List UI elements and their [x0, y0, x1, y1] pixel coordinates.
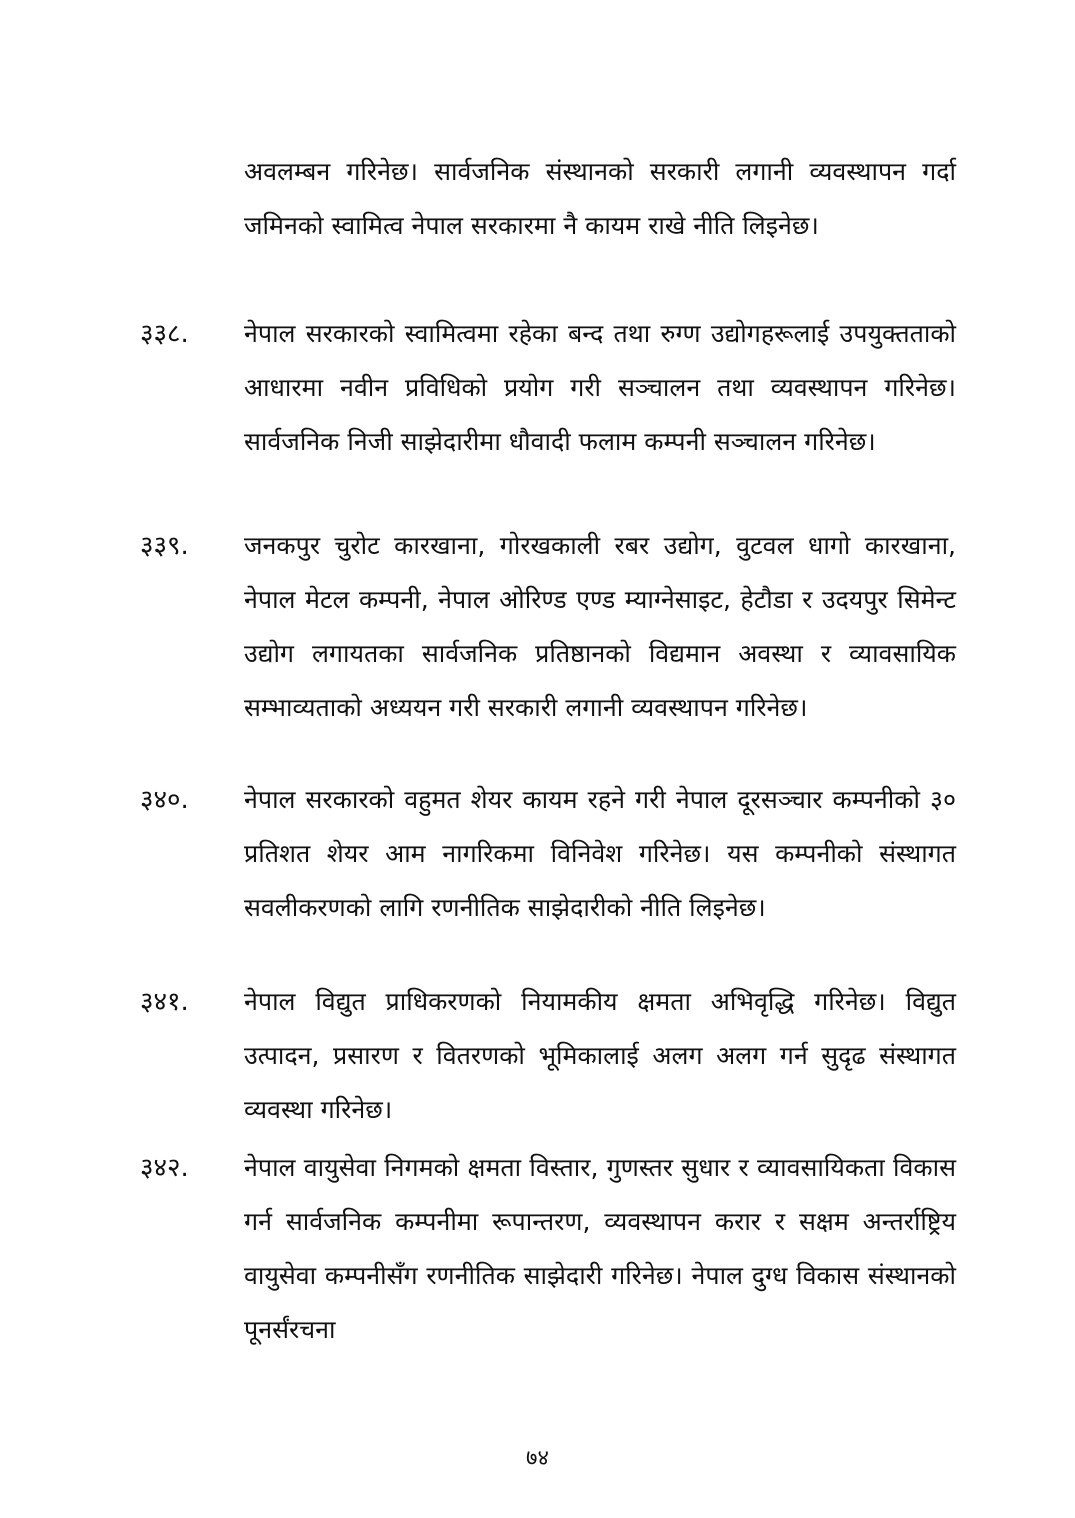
paragraph-text: नेपाल सरकारको वहुमत शेयर कायम रहने गरी नेपाल दूरसञ्चार कम्पनीको ३० प्रतिशत शेयर आम नागरिकमा विनिवेश गरिनेछ। यस कम्पनीको संस्थागत सवलीकरणको लागि रणनीतिक साझेदारीको नीति लिइनेछ। [244, 785, 956, 922]
paragraph-number: ३४१. [140, 987, 189, 1017]
paragraph-text: जनकपुर चुरोट कारखाना, गोरखकाली रबर उद्योग, वुटवल धागो कारखाना, नेपाल मेटल कम्पनी, नेपाल ओरिण्ड एण्ड म्याग्नेसाइट, हेटौडा र उदयपुर सिमेन्ट उद्योग लगायतका सार्वजनिक प्रतिष्ठानको विद्यमान अवस्था र व्यावसायिक सम्भाव्यताको अध्ययन गरी सरकारी लगानी व्यवस्थापन गरिनेछ। [244, 531, 956, 722]
paragraph-text: नेपाल वायुसेवा निगमको क्षमता विस्तार, गुणस्तर सुधार र व्यावसायिकता विकास गर्न सार्वजनिक कम्पनीमा रूपान्तरण, व्यवस्थापन करार र सक्षम अन्तर्राष्ट्रिय वायुसेवा कम्पनीसँग रणनीतिक साझेदारी गरिनेछ। नेपाल दुग्ध विकास संस्थानको पूनर्संरचना [244, 1153, 956, 1344]
paragraph-number: ३३८. [140, 319, 189, 349]
paragraph-number: ३४२. [140, 1153, 189, 1183]
paragraph-number: ३३९. [140, 531, 189, 561]
page-number: ७४ [526, 1446, 549, 1471]
paragraph-number: ३४०. [140, 785, 189, 815]
paragraph-text: नेपाल सरकारको स्वामित्वमा रहेका बन्द तथा रुग्ण उद्योगहरूलाई उपयुक्तताको आधारमा नवीन प्रविधिको प्रयोग गरी सञ्चालन तथा व्यवस्थापन गरिनेछ। सार्वजनिक निजी साझेदारीमा धौवादी फलाम कम्पनी सञ्चालन गरिनेछ। [244, 319, 956, 456]
paragraph-text: अवलम्बन गरिनेछ। सार्वजनिक संस्थानको सरकारी लगानी व्यवस्थापन गर्दा जमिनको स्वामित्व नेपाल सरकारमा नै कायम राखे नीति लिइनेछ। [244, 157, 956, 240]
paragraph-text: नेपाल विद्युत प्राधिकरणको नियामकीय क्षमता अभिवृद्धि गरिनेछ। विद्युत उत्पादन, प्रसारण र वितरणको भूमिकालाई अलग अलग गर्न सुदृढ संस्थागत व्यवस्था गरिनेछ। [244, 987, 956, 1124]
